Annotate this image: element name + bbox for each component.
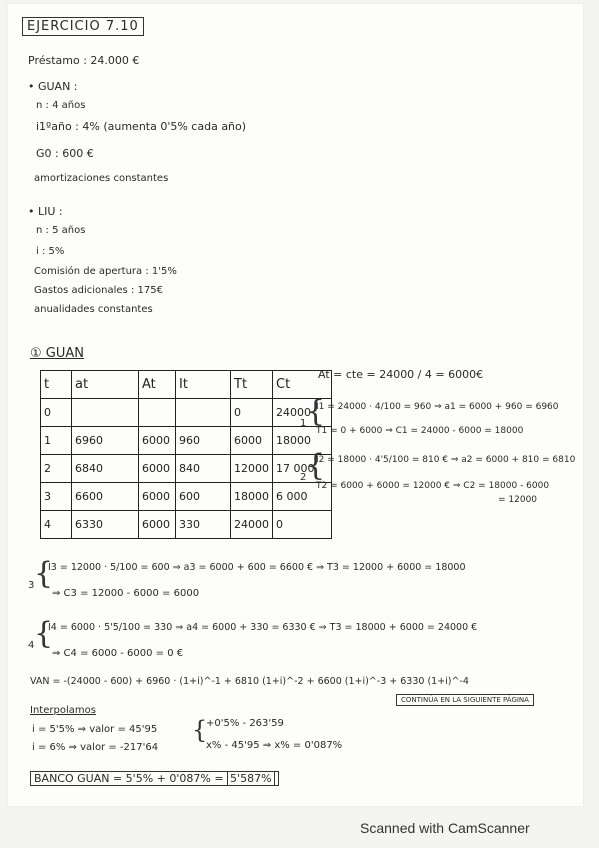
van-equation: VAN = -(24000 - 600) + 6960 · (1+i)^-1 + 6810 (1+i)^-2 + 6600 (1+i)^-3 + 6330 (1+i)^-4 [30, 676, 469, 687]
scanner-watermark: Scanned with CamScanner [360, 820, 530, 836]
table-header: It [176, 371, 231, 399]
table-cell: 840 [176, 455, 231, 483]
step-label-3: 3 [28, 580, 35, 591]
page-title: EJERCICIO 7.10 [22, 17, 144, 36]
brace-4: { [34, 616, 54, 651]
step1-capital: T1 = 0 + 6000 ⇒ C1 = 24000 - 6000 = 18000 [316, 426, 524, 436]
table-cell: 18000 [231, 483, 273, 511]
step2-result: = 12000 [498, 495, 538, 505]
interp-line-2: i = 6% ⇒ valor = -217'64 [32, 742, 159, 753]
step2-capital: T2 = 6000 + 6000 = 12000 € ⇒ C2 = 18000 - 6000 [316, 481, 550, 491]
table-cell: 330 [176, 511, 231, 539]
amortization-table [40, 370, 332, 539]
step1-interest: I1 = 24000 · 4/100 = 960 ⇒ a1 = 6000 + 960 = 6960 [316, 402, 559, 412]
table-header: t [41, 371, 72, 399]
step2-interest: I2 = 18000 · 4'5/100 = 810 € ⇒ a2 = 6000 + 810 = 6810 [316, 455, 576, 465]
step-label-4: 4 [28, 640, 35, 651]
result-label: BANCO GUAN = 5'5% + 0'087% = [34, 772, 224, 785]
step3-capital: ⇒ C3 = 12000 - 6000 = 6000 [52, 588, 200, 599]
interpolation-heading: Interpolamos [30, 705, 96, 716]
table-cell: 12000 [231, 455, 273, 483]
table-cell [139, 399, 176, 427]
table-cell: 17 000 [273, 455, 332, 483]
table-cell [72, 399, 139, 427]
table-cell: 6330 [72, 511, 139, 539]
liu-gastos: Gastos adicionales : 175€ [34, 285, 163, 296]
table-header-row [41, 371, 332, 399]
liu-comision: Comisión de apertura : 1'5% [34, 266, 177, 277]
table-cell: 1 [41, 427, 72, 455]
table-cell: 6960 [72, 427, 139, 455]
result-line [30, 771, 279, 786]
table-cell: 960 [176, 427, 231, 455]
liu-n: n : 5 años [36, 225, 86, 236]
table-cell: 6000 [139, 455, 176, 483]
result-value: 5'587% [227, 771, 274, 786]
table-header: Tt [231, 371, 273, 399]
table-row [41, 483, 332, 511]
table-cell: 18000 [273, 427, 332, 455]
table-row [41, 399, 332, 427]
brace-3: { [34, 556, 54, 591]
step-label-2: 2 [300, 472, 307, 483]
table-cell [176, 399, 231, 427]
guan-i: i1ºaño : 4% (aumenta 0'5% cada año) [36, 120, 247, 133]
brace-1: { [306, 394, 326, 429]
table-cell: 2 [41, 455, 72, 483]
table-cell: 24000 [273, 399, 332, 427]
brace-2: { [306, 448, 326, 483]
table-cell: 24000 [231, 511, 273, 539]
section-guan-heading: ① GUAN [30, 346, 84, 361]
constant-amortization-line: At = cte = 24000 / 4 = 6000€ [318, 368, 484, 381]
guan-g0: G0 : 600 € [36, 147, 94, 160]
table-row [41, 455, 332, 483]
table-header: at [72, 371, 139, 399]
table-cell: 0 [231, 399, 273, 427]
table-cell: 6840 [72, 455, 139, 483]
guan-amort: amortizaciones constantes [34, 173, 169, 184]
interp-right-2: x% - 45'95 ⇒ x% = 0'087% [206, 740, 343, 751]
table-row [41, 511, 332, 539]
table-row [41, 427, 332, 455]
interp-line-1: i = 5'5% ⇒ valor = 45'95 [32, 724, 158, 735]
liu-heading: • LIU : [28, 205, 63, 218]
step-label-1: 1 [300, 418, 307, 429]
table-cell: 600 [176, 483, 231, 511]
liu-i: i : 5% [36, 246, 65, 257]
table-cell: 4 [41, 511, 72, 539]
table-cell: 3 [41, 483, 72, 511]
continue-note: CONTINÚA EN LA SIGUIENTE PÁGINA [396, 694, 534, 706]
table-header: Ct [273, 371, 332, 399]
table-cell: 6000 [231, 427, 273, 455]
brace-interp: { [192, 716, 208, 744]
table-cell: 0 [41, 399, 72, 427]
table-cell: 0 [273, 511, 332, 539]
table-cell: 6600 [72, 483, 139, 511]
step3-interest: I3 = 12000 · 5/100 = 600 ⇒ a3 = 6000 + 600 = 6600 € ⇒ T3 = 12000 + 6000 = 18000 [48, 562, 466, 573]
table-cell: 6000 [139, 483, 176, 511]
step4-capital: ⇒ C4 = 6000 - 6000 = 0 € [52, 648, 184, 659]
table-header: At [139, 371, 176, 399]
table-cell: 6000 [139, 511, 176, 539]
table-cell: 6000 [139, 427, 176, 455]
guan-heading: • GUAN : [28, 80, 78, 93]
loan-line: Préstamo : 24.000 € [28, 54, 140, 67]
guan-n: n : 4 años [36, 100, 86, 111]
liu-anual: anualidades constantes [34, 304, 153, 315]
step4-interest: I4 = 6000 · 5'5/100 = 330 ⇒ a4 = 6000 + 330 = 6330 € ⇒ T3 = 18000 + 6000 = 24000 € [48, 622, 478, 633]
interp-right-1: +0'5% - 263'59 [206, 718, 284, 729]
table-cell: 6 000 [273, 483, 332, 511]
